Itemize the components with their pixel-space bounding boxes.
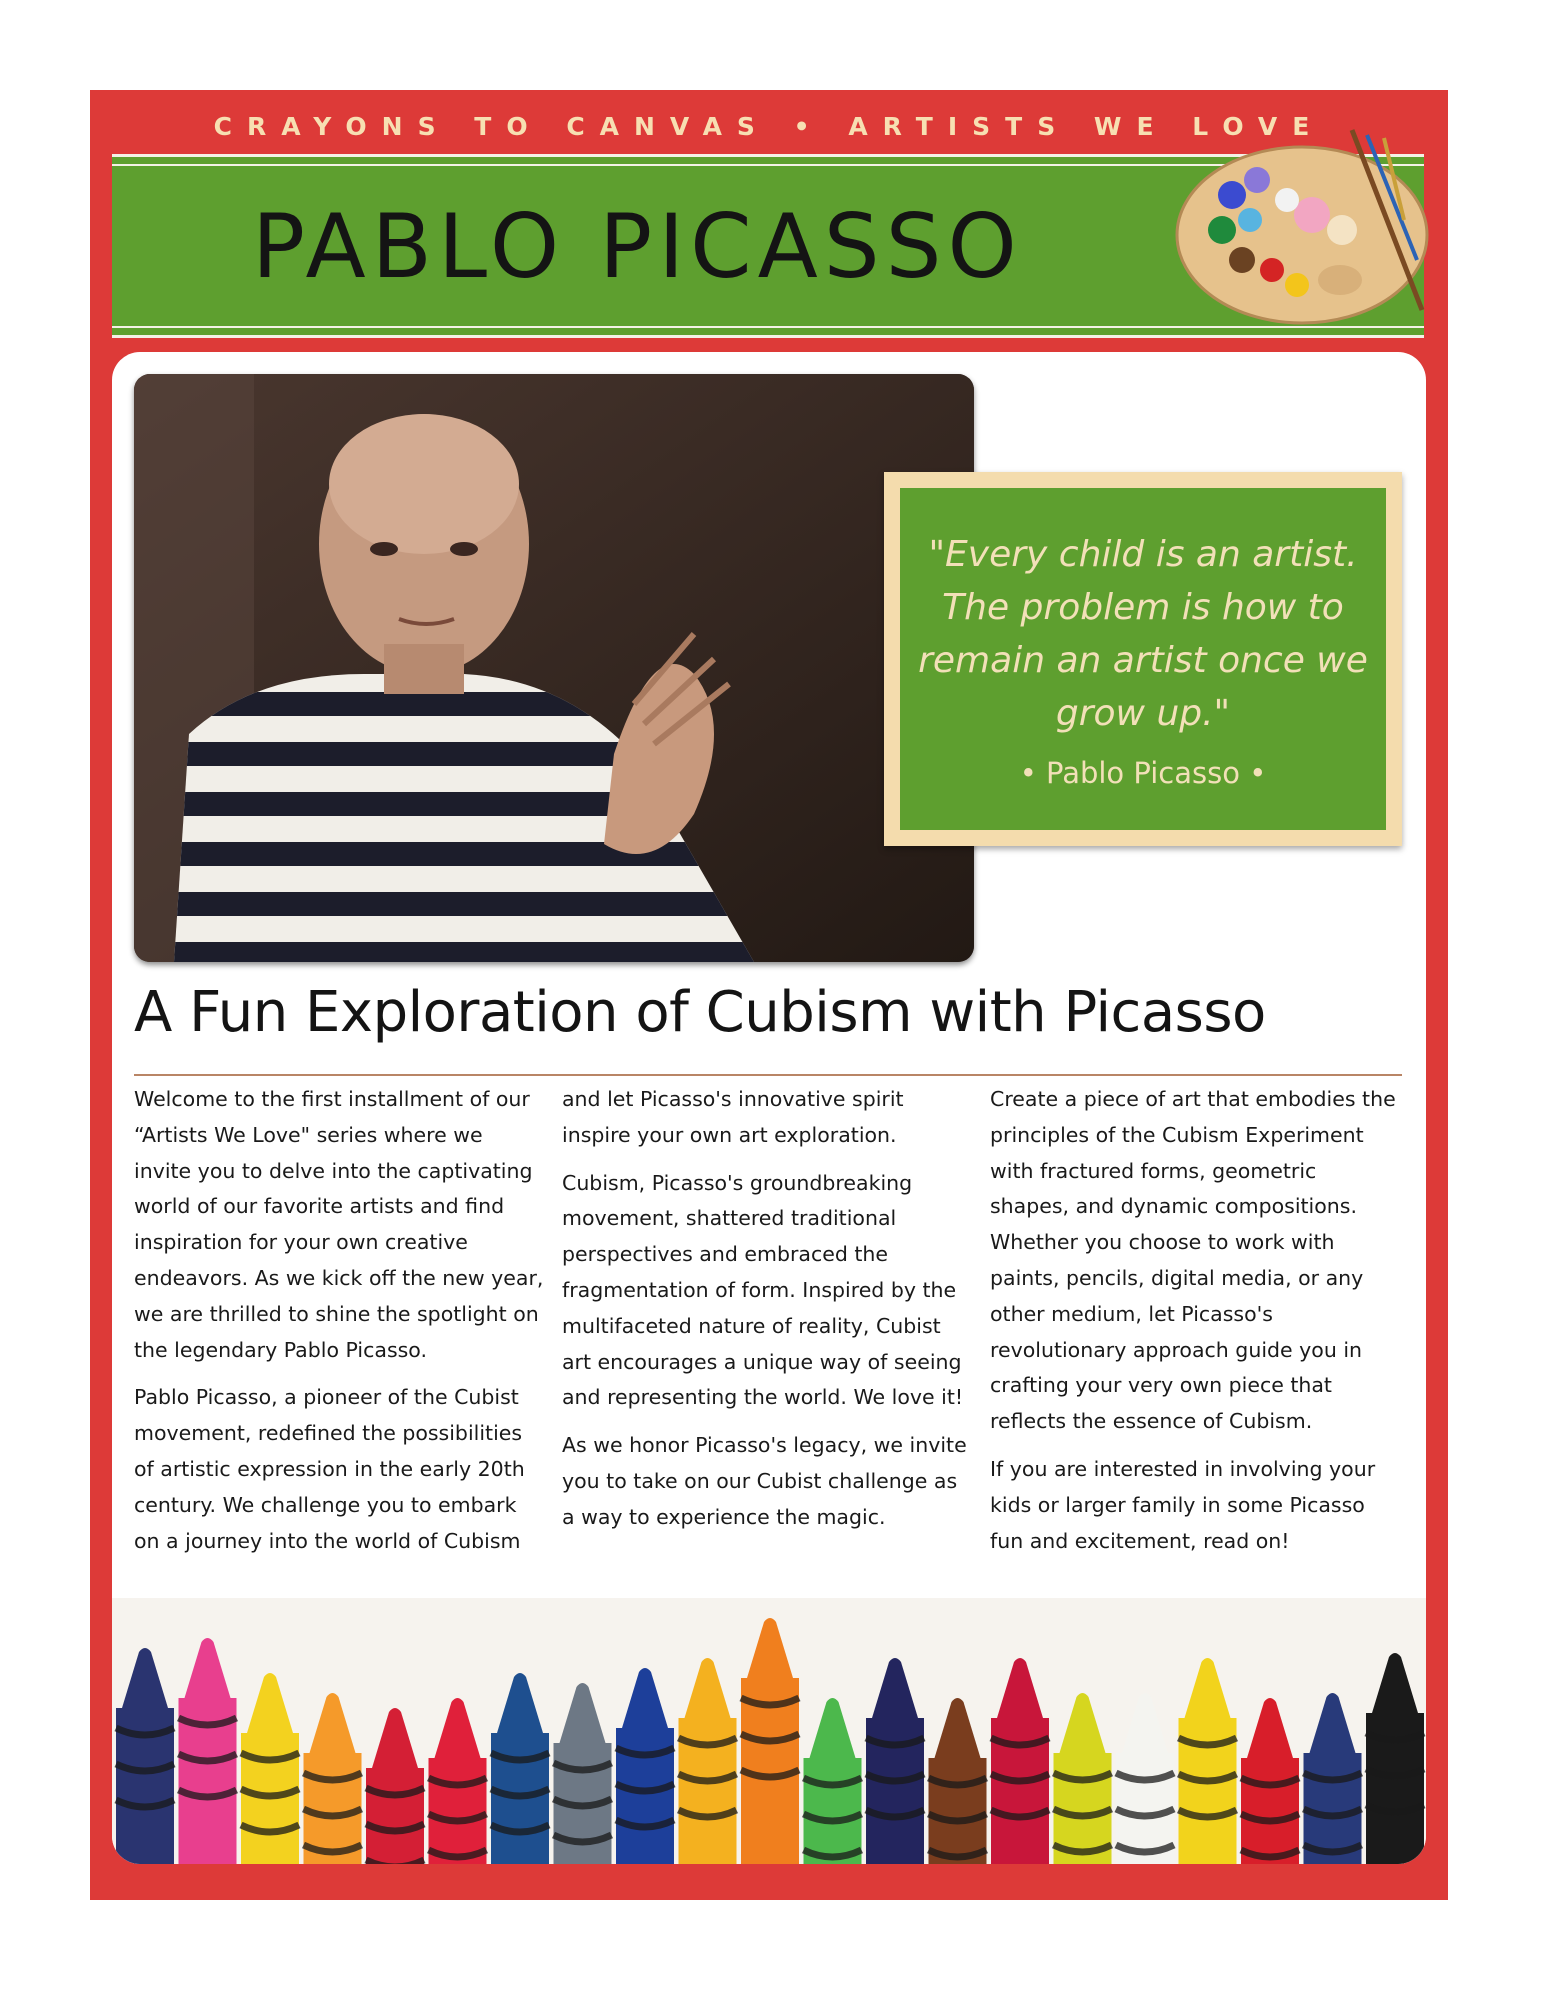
page-title: PABLO PICASSO — [252, 195, 1023, 298]
paragraph: and let Picasso's innovative spirit inspire your own art exploration. — [562, 1087, 904, 1147]
picasso-portrait-photo — [134, 374, 974, 962]
headline-divider — [134, 1074, 1402, 1076]
quote-text: "Every child is an artist. The problem is how to remain an artist once we grow up." — [918, 534, 1368, 734]
crayon-body — [366, 1768, 424, 1864]
paragraph: If you are interested in involving your kids or larger family in some Picasso fun and excitement, read on! — [990, 1456, 1376, 1553]
crayon-body — [429, 1758, 487, 1864]
paint-palette-icon — [1162, 120, 1434, 330]
paragraph: Cubism, Picasso's groundbreaking movement, shattered traditional perspectives and embraced the fragmentation of form. Inspired by the multifaceted nature of reality, Cubist art encourages a unique way of seeing and representing the world. We love it! — [562, 1170, 964, 1410]
content-panel — [112, 352, 1426, 1864]
article-column-2 — [562, 1082, 972, 1548]
paragraph: Create a piece of art that embodies the principles of the Cubism Experiment with fractured forms, geometric shapes, and dynamic compositions. Whether you choose to work with paints, pencils, digital media, or any other medium, let Picasso's revolutionary approach guide you in crafting your very own piece that reflects the essence of Cubism. — [990, 1087, 1396, 1434]
article-column-3 — [990, 1082, 1400, 1571]
paragraph: As we honor Picasso's legacy, we invite you to take on our Cubist challenge as a way to experience the magic. — [562, 1433, 967, 1529]
paragraph: Pablo Picasso, a pioneer of the Cubist movement, redefined the possibilities of artistic expression in the early 20th century. We challenge you to embark on a journey into the world of Cubism — [134, 1385, 525, 1553]
crayon-body — [804, 1758, 862, 1864]
quote-box — [884, 472, 1402, 846]
quote-author: • Pablo Picasso • — [1019, 756, 1267, 790]
crayon-body — [929, 1758, 987, 1864]
series-tagline: CRAYONS TO CANVAS • ARTISTS WE LOVE — [213, 112, 1325, 141]
newsletter-frame — [90, 90, 1448, 1900]
paragraph: Welcome to the first installment of our “Artists We Love" series where we invite you to delve into the captivating world of our favorite artists and find inspiration for your own creative endeavors. As we kick off the new year, we are thrilled to shine the spotlight on the legendary Pablo Picasso. — [134, 1087, 544, 1362]
quote-inner-panel — [900, 488, 1386, 830]
crayon-body — [1241, 1758, 1299, 1864]
article-column-1 — [134, 1082, 544, 1571]
article-headline: A Fun Exploration of Cubism with Picasso — [134, 980, 1266, 1045]
crayons-image — [112, 1598, 1426, 1864]
